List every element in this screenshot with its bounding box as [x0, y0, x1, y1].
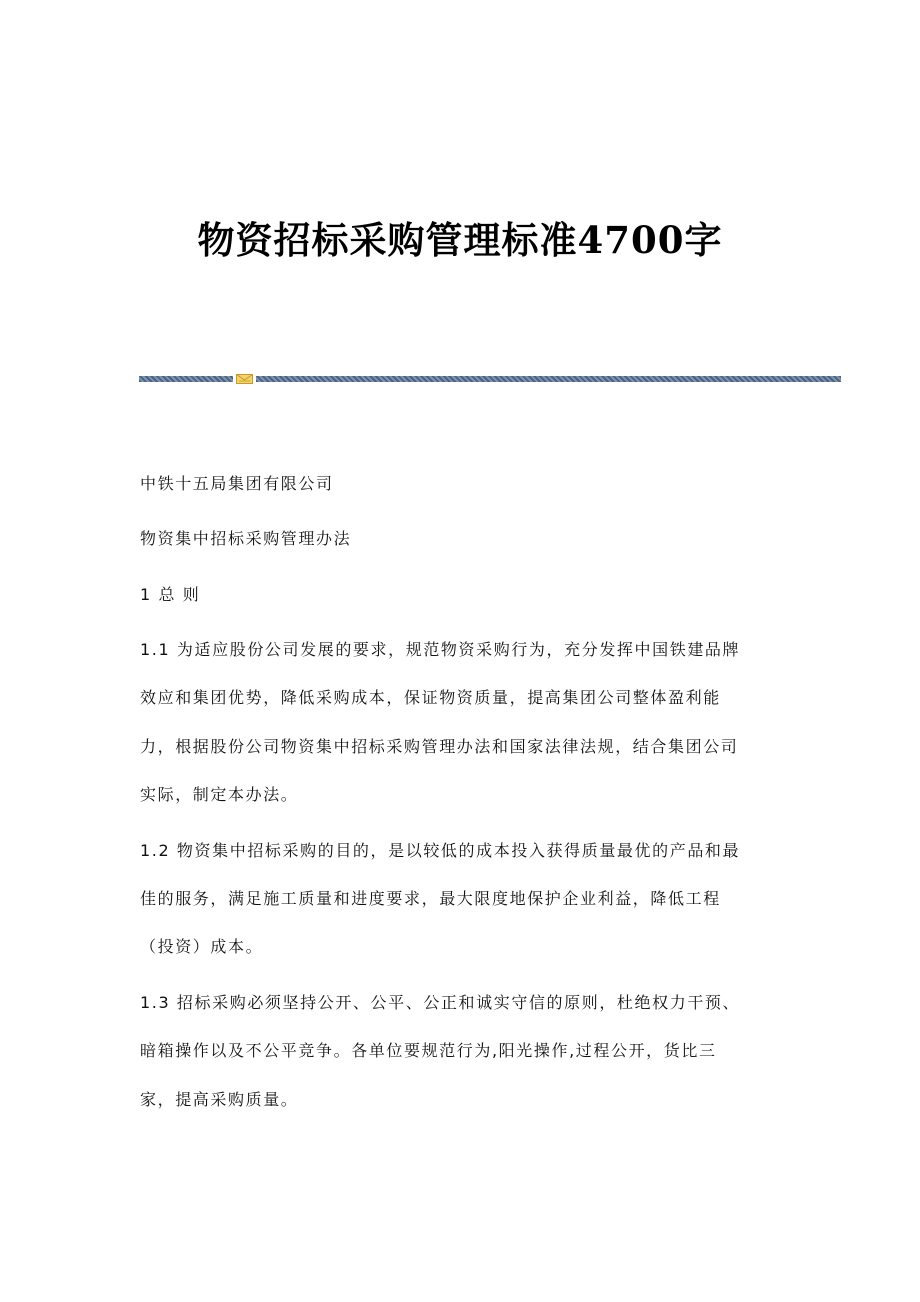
paragraph-line: 实际，制定本办法。 — [140, 785, 299, 804]
document-title: 物资招标采购管理标准4700字 — [197, 218, 723, 262]
title-divider — [139, 374, 841, 384]
paragraph-line: 力，根据股份公司物资集中招标采购管理办法和国家法律法规，结合集团公司 — [140, 737, 739, 756]
divider-bar-left — [139, 376, 233, 382]
paragraph-line: 家，提高采购质量。 — [140, 1090, 299, 1109]
paragraph-line: 效应和集团优势，降低采购成本，保证物资质量，提高集团公司整体盈利能 — [140, 688, 721, 707]
paragraph-line: （投资）成本。 — [140, 937, 264, 956]
paragraph-line: 1.2 物资集中招标采购的目的，是以较低的成本投入获得质量最优的产品和最 — [140, 841, 741, 860]
paragraph-line: 暗箱操作以及不公平竞争。各单位要规范行为,阳光操作,过程公开，货比三 — [140, 1041, 717, 1060]
paragraph-line: 1.3 招标采购必须坚持公开、公平、公正和诚实守信的原则，杜绝权力干预、 — [140, 993, 741, 1012]
company-name: 中铁十五局集团有限公司 — [140, 474, 334, 493]
divider-bar-right — [256, 376, 841, 382]
envelope-ornament-icon — [236, 374, 253, 384]
paragraph-line: 1.1 为适应股份公司发展的要求，规范物资采购行为，充分发挥中国铁建品牌 — [140, 640, 741, 659]
paragraph-line: 佳的服务，满足施工质量和进度要求，最大限度地保护企业利益，降低工程 — [140, 889, 721, 908]
document-subtitle: 物资集中招标采购管理办法 — [140, 529, 352, 548]
section-heading: 1 总 则 — [140, 585, 201, 604]
